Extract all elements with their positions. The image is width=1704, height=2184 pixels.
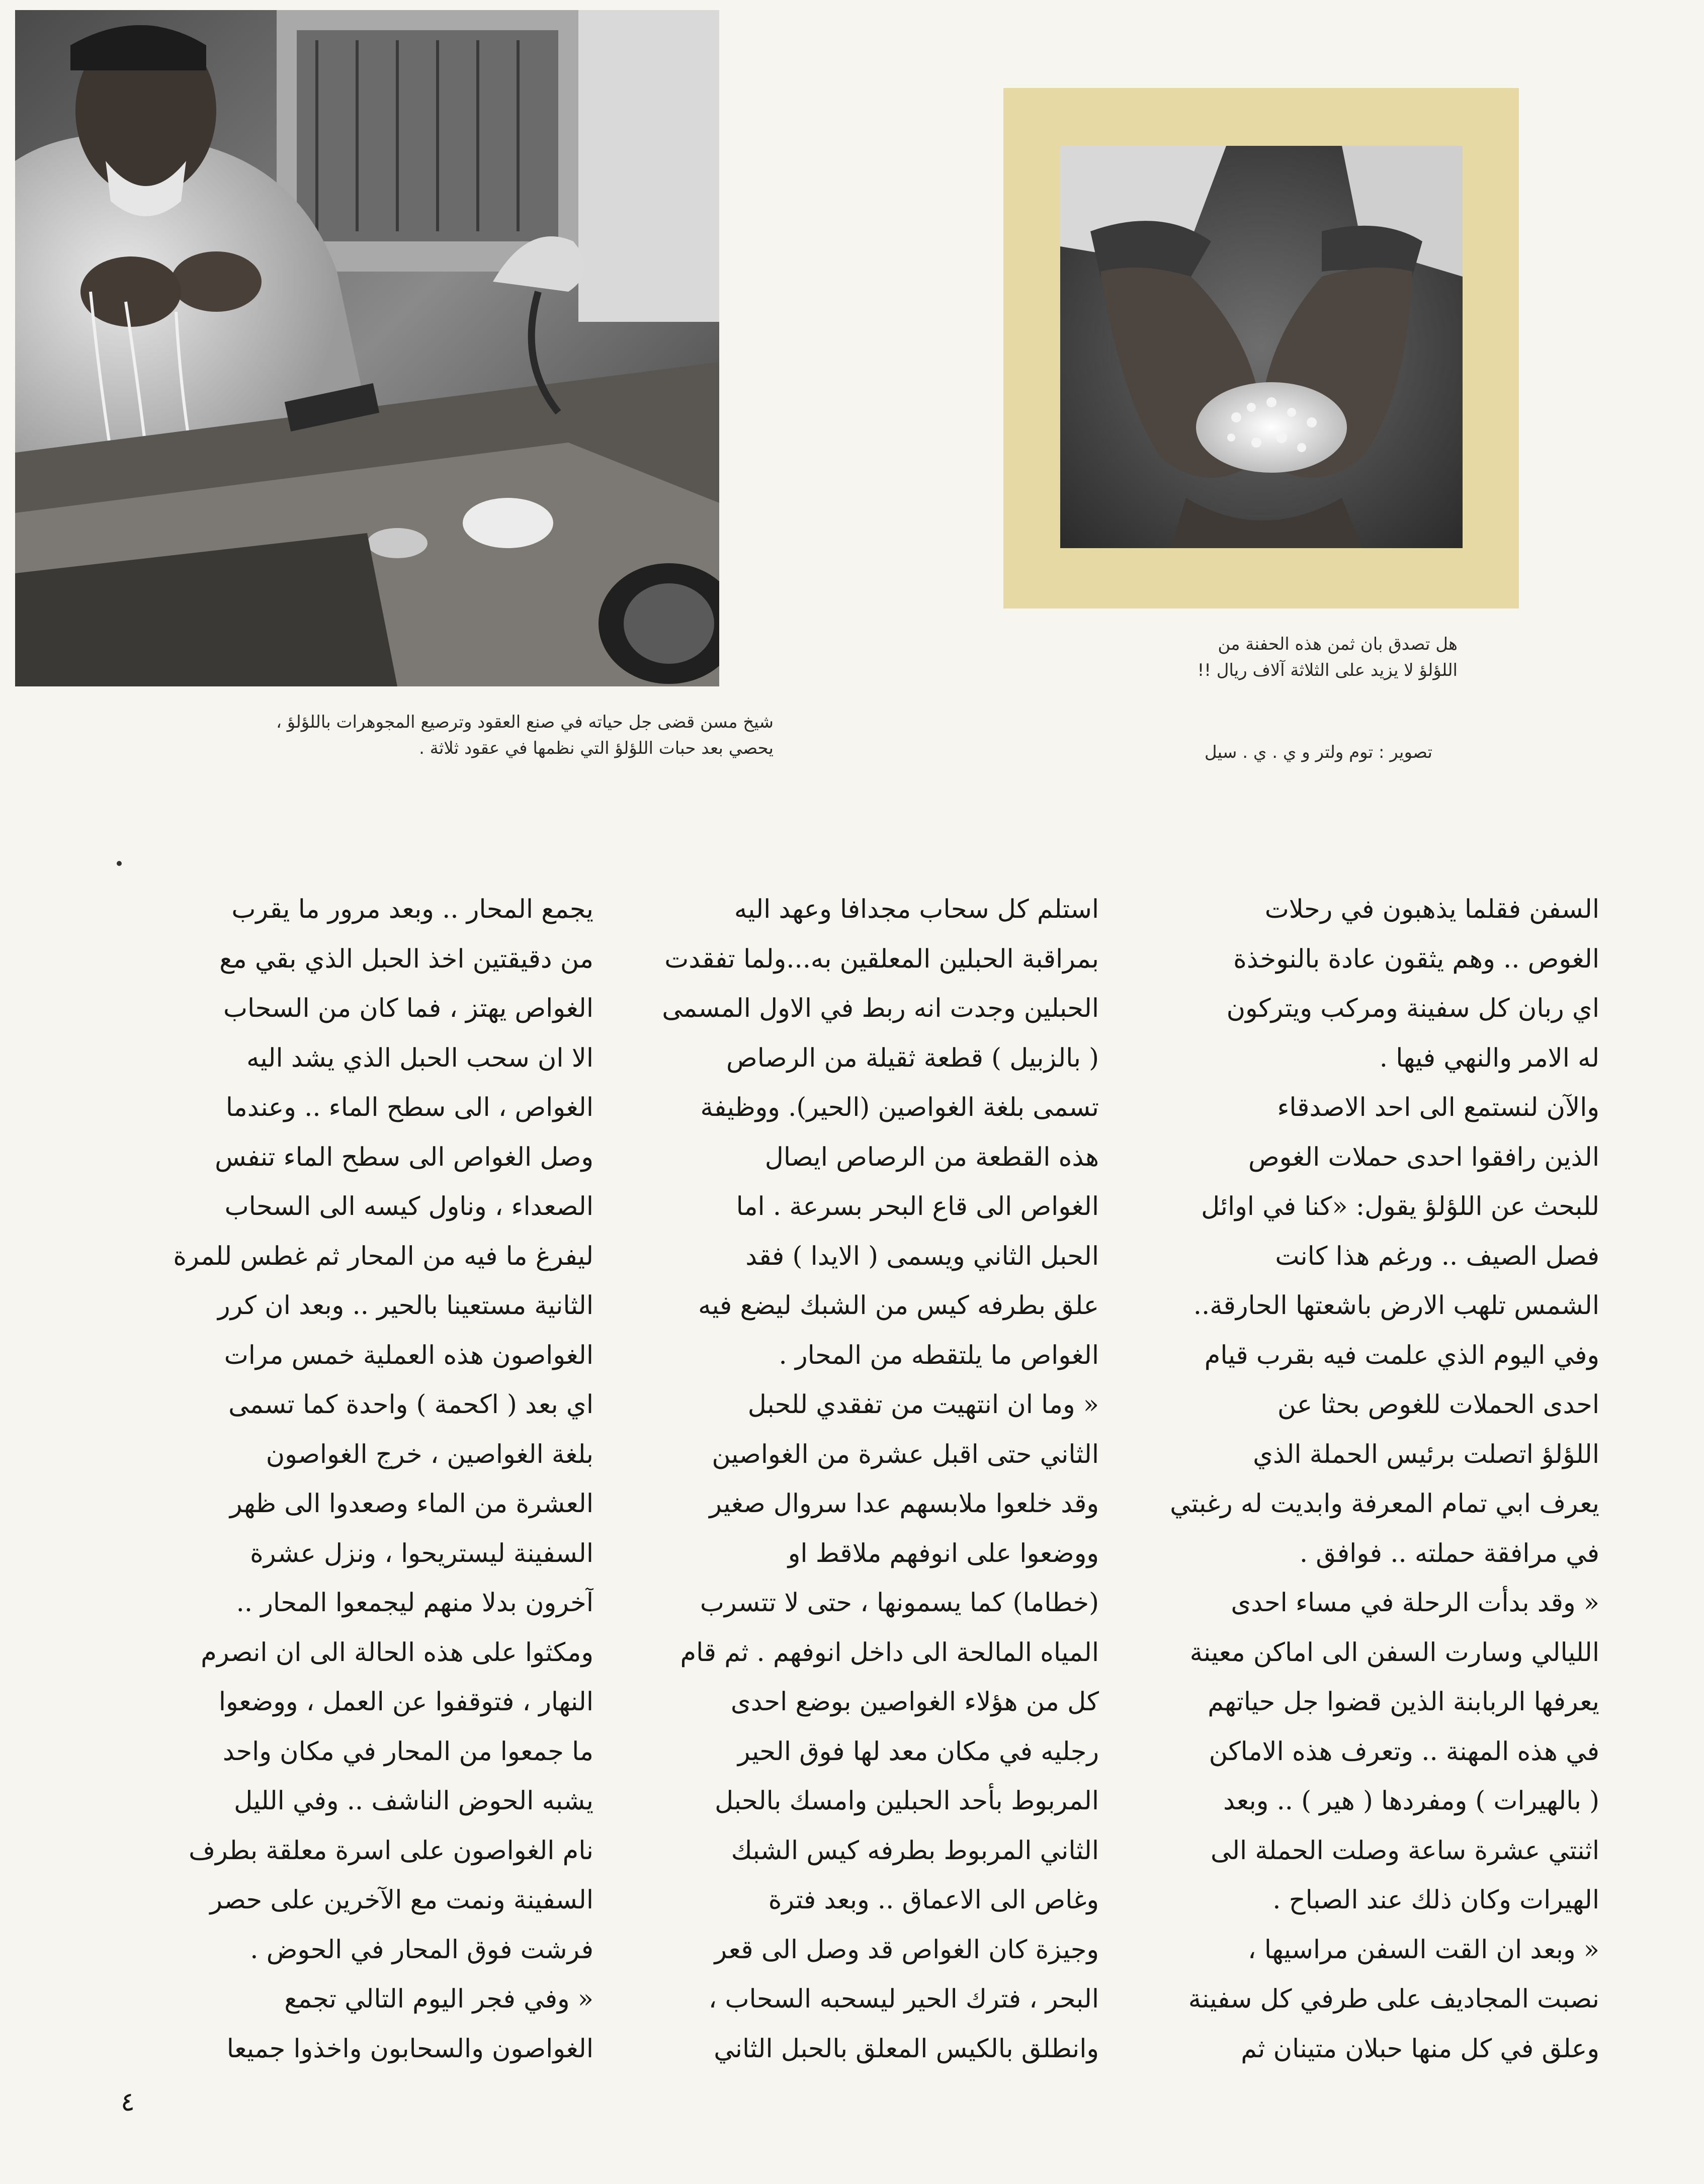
caption-line: اللؤلؤ لا يزيد على الثلاثة آلاف ريال !! [1197, 660, 1458, 680]
text-line: الغواصون هذه العملية خمس مرات [224, 1340, 593, 1370]
pearl-craftsman-illustration [15, 10, 719, 686]
text-line: آخرون بدلا منهم ليجمعوا المحار .. [236, 1588, 593, 1618]
page-number: ٤ [121, 2087, 135, 2117]
text-line: الحبل الثاني ويسمى ( الايدا ) فقد [745, 1241, 1099, 1271]
text-line: ( بالزبيل ) قطعة ثقيلة من الرصاص [726, 1043, 1099, 1073]
text-line: وانطلق بالكيس المعلق بالحبل الثاني [714, 2034, 1099, 2064]
text-line: ومكثوا على هذه الحالة الى ان انصرم [201, 1637, 593, 1668]
text-line: اللؤلؤ اتصلت برئيس الحملة الذي [1253, 1439, 1599, 1469]
text-line: العشرة من الماء وصعدوا الى ظهر [229, 1489, 593, 1519]
text-line: السفينة ونمت مع الآخرين على حصر [210, 1885, 593, 1915]
text-line: احدى الحملات للغوص بحثا عن [1277, 1390, 1599, 1420]
right-photo-caption [1005, 631, 1458, 683]
text-line: من دقيقتين اخذ الحبل الذي بقي مع [219, 944, 593, 974]
text-line: في هذه المهنة .. وتعرف هذه الاماكن [1209, 1736, 1599, 1767]
left-photo-caption [79, 709, 774, 761]
text-line: وجيزة كان الغواص قد وصل الى قعر [714, 1935, 1099, 1965]
text-line: الثانية مستعينا بالحير .. وبعد ان كرر [218, 1291, 593, 1321]
text-line: اثنتي عشرة ساعة وصلت الحملة الى [1211, 1836, 1599, 1866]
text-line: يعرف ابي تمام المعرفة وابديت له رغبتي [1170, 1489, 1599, 1519]
text-line: « وبعد ان القت السفن مراسيها ، [1248, 1935, 1599, 1965]
text-line: السفينة ليستريحوا ، ونزل عشرة [250, 1538, 593, 1568]
text-line: نام الغواصون على اسرة معلقة بطرف [189, 1836, 593, 1866]
text-line: علق بطرفه كيس من الشبك ليضع فيه [698, 1291, 1099, 1321]
hands-holding-pearls-illustration [1060, 146, 1463, 548]
text-line: المربوط بأحد الحبلين وامسك بالحبل [715, 1786, 1099, 1816]
text-line: اي ربان كل سفينة ومركب ويتركون [1226, 994, 1599, 1023]
text-line: ووضعوا على انوفهم ملاقط او [788, 1538, 1099, 1568]
text-line: للبحث عن اللؤلؤ يقول: «كنا في اوائل [1201, 1192, 1599, 1221]
text-line: وعلق في كل منها حبلان متينان ثم [1241, 2034, 1599, 2064]
caption-line: شيخ مسن قضى جل حياته في صنع العقود وترصيع المجوهرات باللؤلؤ ، [276, 712, 774, 732]
text-line: الليالي وسارت السفن الى اماكن معينة [1189, 1637, 1599, 1668]
text-line: الثاني المربوط بطرفه كيس الشبك [731, 1836, 1099, 1866]
text-line: ما جمعوا من المحار في مكان واحد [222, 1736, 593, 1767]
text-line: يعرفها الربابنة الذين قضوا جل حياتهم [1208, 1687, 1599, 1717]
text-line: المياه المالحة الى داخل انوفهم . ثم قام [680, 1637, 1099, 1668]
text-line: « وقد بدأت الرحلة في مساء احدى [1231, 1588, 1599, 1618]
text-line: وغاص الى الاعماق .. وبعد فترة [768, 1885, 1099, 1915]
text-line: اي بعد ( اكحمة ) واحدة كما تسمى [228, 1390, 593, 1420]
text-line: وصل الغواص الى سطح الماء تنفس [215, 1142, 593, 1172]
text-line: الشمس تلهب الارض باشعتها الحارقة.. [1193, 1291, 1599, 1321]
text-line: السفن فقلما يذهبون في رحلات [1264, 895, 1599, 924]
text-column-left [131, 885, 593, 2097]
text-line: نصبت المجاديف على طرفي كل سفينة [1188, 1984, 1599, 2014]
text-line: وقد خلعوا ملابسهم عدا سروال صغير [709, 1489, 1099, 1519]
text-line: الغوص .. وهم يثقون عادة بالنوخذة [1233, 944, 1599, 974]
text-line: « وما ان انتهيت من تفقدي للحبل [747, 1390, 1099, 1420]
text-line: البحر ، فترك الحير ليسحبه السحاب ، [708, 1984, 1099, 2014]
pearl-craftsman-photo [15, 10, 719, 686]
text-line: يشبه الحوض الناشف .. وفي الليل [234, 1786, 593, 1816]
text-line: الذين رافقوا احدى حملات الغوص [1248, 1142, 1599, 1172]
credit-line: تصوير : توم ولتر و ي . ي . سيل [1204, 742, 1432, 762]
text-line: له الامر والنهي فيها . [1379, 1043, 1599, 1073]
text-line: هذه القطعة من الرصاص ايصال [764, 1142, 1099, 1172]
text-line: بلغة الغواصين ، خرج الغواصون [266, 1439, 593, 1469]
text-line: ليفرغ ما فيه من المحار ثم غطس للمرة [173, 1241, 593, 1271]
text-line: الصعداء ، وناول كيسه الى السحاب [224, 1192, 593, 1221]
text-line: تسمى بلغة الغواصين (الحير). ووظيفة [700, 1093, 1099, 1122]
text-line: الغواصون والسحابون واخذوا جميعا [226, 2034, 593, 2064]
text-line: الغواص يهتز ، فما كان من السحاب [223, 994, 593, 1023]
text-line: فصل الصيف .. ورغم هذا كانت [1275, 1241, 1599, 1271]
text-line: الهيرات وكان ذلك عند الصباح . [1272, 1885, 1599, 1915]
text-line: بمراقبة الحبلين المعلقين به...ولما تفقدت [664, 944, 1099, 974]
text-line: والآن لنستمع الى احد الاصدقاء [1277, 1093, 1599, 1122]
text-column-right [1137, 885, 1599, 2097]
text-line: ( بالهيرات ) ومفردها ( هير ) .. وبعد [1223, 1786, 1599, 1816]
text-line: يجمع المحار .. وبعد مرور ما يقرب [231, 895, 593, 924]
text-line: الغواص ما يلتقطه من المحار . [779, 1340, 1099, 1370]
text-line: فرشت فوق المحار في الحوض . [250, 1935, 593, 1965]
caption-line: يحصي بعد حبات اللؤلؤ التي نظمها في عقود ثلاثة . [419, 738, 774, 758]
margin-dot [117, 861, 122, 866]
text-line: (خطاما) كما يسمونها ، حتى لا تتسرب [700, 1588, 1099, 1618]
text-line: في مرافقة حملته .. فوافق . [1299, 1538, 1599, 1568]
text-line: كل من هؤلاء الغواصين بوضع احدى [730, 1687, 1099, 1717]
text-line: الغواص ، الى سطح الماء .. وعندما [225, 1093, 593, 1122]
text-line: النهار ، فتوقفوا عن العمل ، ووضعوا [218, 1687, 593, 1717]
text-line: الثاني حتى اقبل عشرة من الغواصين [712, 1439, 1099, 1469]
text-line: الحبلين وجدت انه ربط في الاول المسمى [662, 994, 1099, 1023]
text-line: الغواص الى قاع البحر بسرعة . اما [736, 1192, 1099, 1221]
hands-holding-pearls-photo [1060, 146, 1463, 548]
text-line: « وفي فجر اليوم التالي تجمع [284, 1984, 593, 2014]
text-line: وفي اليوم الذي علمت فيه بقرب قيام [1204, 1340, 1599, 1370]
caption-line: هل تصدق بان ثمن هذه الحفنة من [1218, 634, 1458, 654]
photo-credit [1080, 739, 1432, 765]
text-line: الا ان سحب الحبل الذي يشد اليه [246, 1043, 593, 1073]
text-line: استلم كل سحاب مجدافا وعهد اليه [734, 895, 1099, 924]
text-column-middle [636, 885, 1099, 2097]
text-line: رجليه في مكان معد لها فوق الحير [737, 1736, 1099, 1767]
